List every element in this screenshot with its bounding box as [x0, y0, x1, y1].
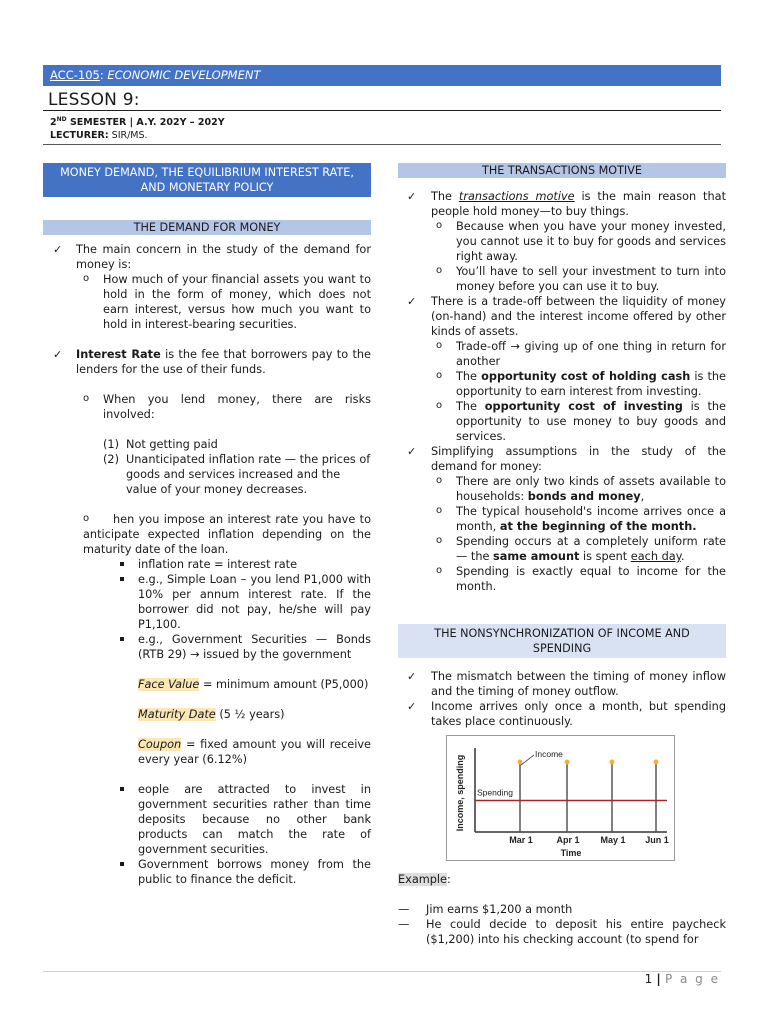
course-title: ECONOMIC DEVELOPMENT [107, 68, 261, 82]
sub-bullet-expected-inflation: o hen you impose an interest rate you have to anticipate expected inflation depending on the maturity date of the loan. [43, 512, 371, 557]
income-point [610, 760, 615, 765]
footer-rule [43, 971, 721, 972]
left-column [43, 163, 371, 887]
x-tick-label: Mar 1 [509, 835, 533, 845]
maturity-date-line: Maturity Date (5 ½ years) [138, 708, 285, 721]
example-item-deposit: — He could decide to deposit his entire paycheck ($1,200) into his checking account (to spend for [398, 917, 726, 947]
income-point [518, 760, 523, 765]
sub-bullet-income-arrives: o The typical household's income arrives once a month, at the beginning of the month. [398, 504, 726, 534]
x-axis-label: Time [560, 848, 582, 858]
lecturer-line: LECTURER: SIR/MS. [50, 130, 148, 141]
page-number: 1 | P a g e [644, 972, 720, 986]
spending-series-label: Spending [477, 787, 513, 798]
section-banner-demand-for-money: THE DEMAND FOR MONEY [43, 220, 371, 235]
sub-bullet-opp-cost-investing: o The opportunity cost of investing is the opportunity to use money to buy goods and services. [398, 399, 726, 444]
square-bullet-attracted: eople are attracted to invest in government securities rather than time deposits because no other bank products can match the rate of government securities. [43, 782, 371, 857]
income-label-pointer [521, 755, 534, 765]
sub-bullet-uniform-spending: o Spending occurs at a completely uniform rate— the same amount is spent each day. [398, 534, 726, 564]
header-rule-bottom [43, 144, 721, 145]
x-tick-label: Jun 1 [645, 835, 669, 845]
square-bullet-inflation: inflation rate = interest rate [43, 557, 371, 572]
sub-bullet-risks: o When you lend money, there are risks involved: [43, 392, 371, 422]
right-column [398, 163, 726, 729]
square-bullet-gov-securities: e.g., Government Securities — Bonds (RTB 29) → issued by the government [43, 632, 371, 662]
face-value-line: Face Value = minimum amount (P5,000) [138, 678, 369, 691]
y-axis-label: Income, spending [455, 754, 465, 832]
example-section [398, 872, 726, 947]
semester-line: 2ND SEMESTER | A.Y. 202Y – 202Y [50, 116, 225, 129]
income-series-label: Income [535, 749, 563, 759]
sub-bullet-invested: o Because when you have your money invested, you cannot use it to buy for goods and services right away. [398, 219, 726, 264]
income-point [654, 760, 659, 765]
course-header-bar: ACC-105: ECONOMIC DEVELOPMENT [43, 65, 721, 86]
bullet-transactions-motive: ✓ The transactions motive is the main reason that people hold money—to buy things. [398, 189, 726, 219]
header-rule [43, 110, 721, 111]
lesson-title: LESSON 9: [48, 90, 140, 110]
sub-bullet-opp-cost-cash: o The opportunity cost of holding cash is the opportunity to earn interest from investing. [398, 369, 726, 399]
bullet-mismatch: ✓ The mismatch between the timing of money inflow and the timing of money outflow. [398, 669, 726, 699]
bullet-income-once: ✓ Income arrives only once a month, but spending takes place continuously. [398, 699, 726, 729]
bullet-main-concern: ✓ The main concern in the study of the demand for money is: [43, 242, 371, 272]
bullet-interest-rate: ✓ Interest Rate is the fee that borrowers pay to the lenders for the use of their funds. [43, 347, 371, 377]
sub-bullet-financial-assets: o How much of your financial assets you want to hold in the form of money, which does not earn interest, versus how much you want to hold in interest-bearing securities. [43, 272, 371, 332]
x-tick-label: Apr 1 [556, 835, 580, 845]
coupon-line: Coupon = fixed amount you will receive every year (6.12%) [138, 738, 371, 766]
course-code: ACC-105 [50, 68, 100, 82]
section-banner-money-demand: MONEY DEMAND, THE EQUILIBRIUM INTEREST RATE, AND MONETARY POLICY [43, 163, 371, 197]
section-banner-transactions-motive: THE TRANSACTIONS MOTIVE [398, 163, 726, 178]
chart-svg [447, 736, 674, 860]
sub-bullet-two-assets: o There are only two kinds of assets available to households: bonds and money, [398, 474, 726, 504]
section-banner-nonsync: THE NONSYNCHRONIZATION OF INCOME AND SPENDING [398, 624, 726, 658]
bullet-trade-off: ✓ There is a trade-off between the liquidity of money (on-hand) and the interest income offered by other kinds of assets. [398, 294, 726, 339]
income-spending-chart [446, 735, 675, 861]
risk-item-1: (1) Not getting paid [103, 438, 218, 451]
income-point [565, 760, 570, 765]
square-bullet-simple-loan: e.g., Simple Loan – you lend P1,000 with 10% per annum interest rate. If the borrower did not pay, he/she will pay P1,100. [43, 572, 371, 632]
square-bullet-deficit: Government borrows money from the public to finance the deficit. [43, 857, 371, 887]
risk-item-2: (2) Unanticipated inflation rate — the prices of goods and services increased and the value of your money decreases. [103, 453, 371, 496]
x-tick-label: May 1 [600, 835, 626, 845]
sub-bullet-sell-investment: o You’ll have to sell your investment to turn into money before you can use it to buy. [398, 264, 726, 294]
bullet-assumptions: ✓ Simplifying assumptions in the study of the demand for money: [398, 444, 726, 474]
sub-bullet-trade-off-def: o Trade-off → giving up of one thing in return for another [398, 339, 726, 369]
example-label: Example: [398, 873, 451, 886]
sub-bullet-spending-equal: o Spending is exactly equal to income for the month. [398, 564, 726, 594]
example-item-earns: — Jim earns $1,200 a month [398, 902, 726, 917]
